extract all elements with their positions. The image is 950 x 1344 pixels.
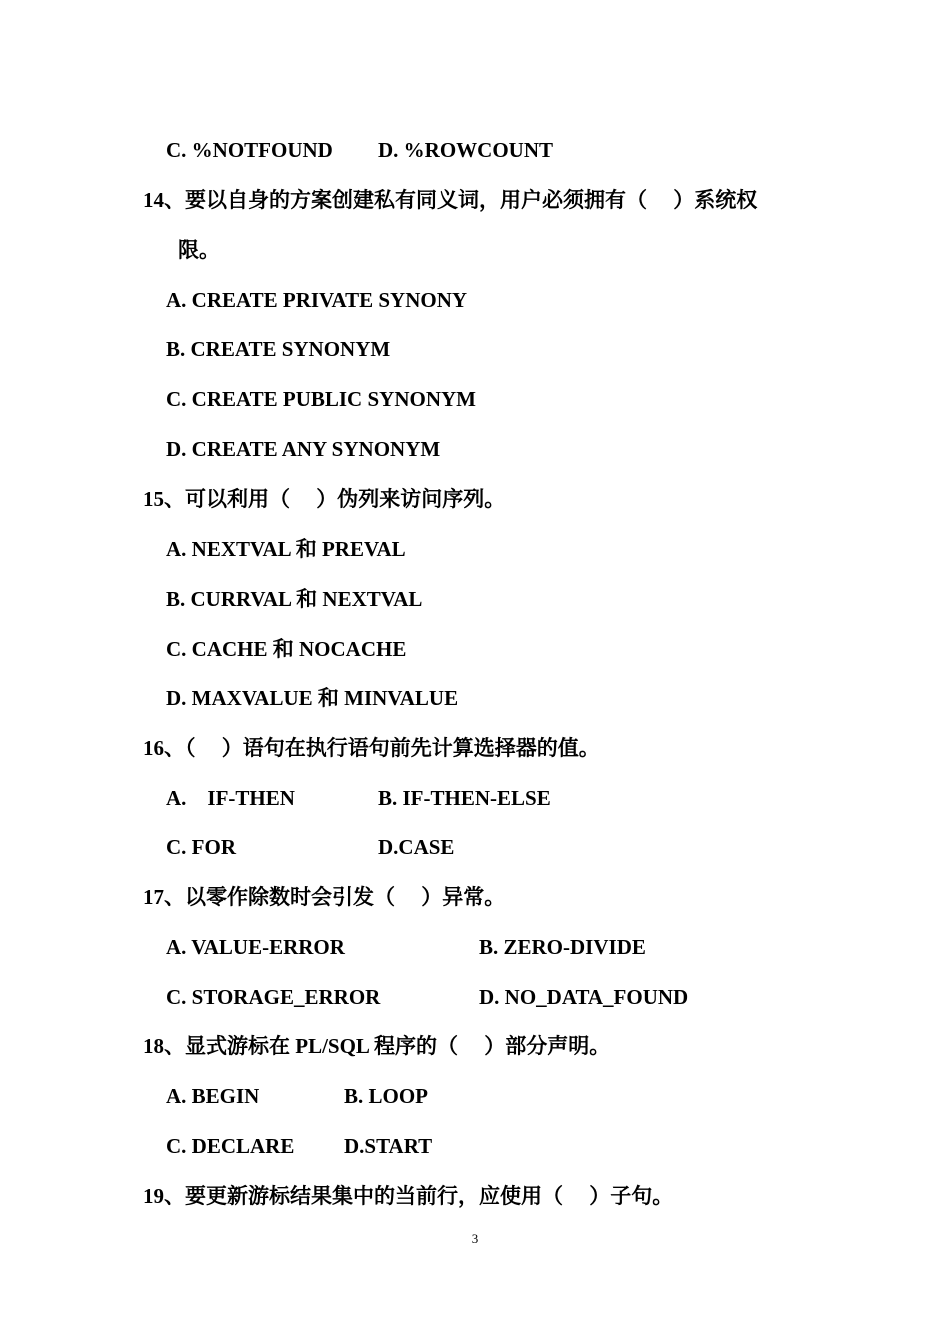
option-text: D. %ROWCOUNT	[378, 138, 554, 162]
option-d: D. MAXVALUE 和 MINVALUE	[166, 686, 459, 710]
option-b: B. ZERO-DIVIDE	[479, 935, 646, 959]
question-19: 19、要更新游标结果集中的当前行，应使用（ ）子句。	[143, 1184, 674, 1208]
option-b: B. CREATE SYNONYM	[166, 337, 391, 361]
question-14: 14、要以自身的方案创建私有同义词，用户必须拥有（ ）系统权	[143, 188, 758, 212]
option-d: D. CREATE ANY SYNONYM	[166, 437, 441, 461]
option-a: A. IF-THEN	[166, 786, 295, 810]
option-d: D.CASE	[378, 835, 455, 859]
option-c	[166, 136, 333, 164]
option-text: C. %NOTFOUND	[166, 138, 333, 162]
question-16: 16、（ ）语句在执行语句前先计算选择器的值。	[143, 736, 600, 760]
question-14-continued: 限。	[178, 238, 220, 262]
option-b: B. CURRVAL 和 NEXTVAL	[166, 587, 423, 611]
option-c: C. CREATE PUBLIC SYNONYM	[166, 387, 476, 411]
question-15: 15、可以利用（ ）伪列来访问序列。	[143, 487, 506, 511]
option-c: C. CACHE 和 NOCACHE	[166, 637, 407, 661]
option-a: A. VALUE-ERROR	[166, 935, 345, 959]
page-number: 3	[471, 1231, 479, 1246]
question-17: 17、以零作除数时会引发（ ）异常。	[143, 885, 506, 909]
option-c: C. DECLARE	[166, 1134, 295, 1158]
option-d	[378, 136, 553, 164]
question-18: 18、显式游标在 PL/SQL 程序的（ ）部分声明。	[143, 1034, 611, 1058]
option-b: B. IF-THEN-ELSE	[378, 786, 551, 810]
option-a: A. NEXTVAL 和 PREVAL	[166, 537, 406, 561]
option-a: A. CREATE PRIVATE SYNONY	[166, 288, 468, 312]
option-a: A. BEGIN	[166, 1084, 260, 1108]
option-d: D.START	[344, 1134, 433, 1158]
option-b: B. LOOP	[344, 1084, 429, 1108]
option-d: D. NO_DATA_FOUND	[479, 985, 689, 1009]
option-c: C. FOR	[166, 835, 236, 859]
option-c: C. STORAGE_ERROR	[166, 985, 381, 1009]
